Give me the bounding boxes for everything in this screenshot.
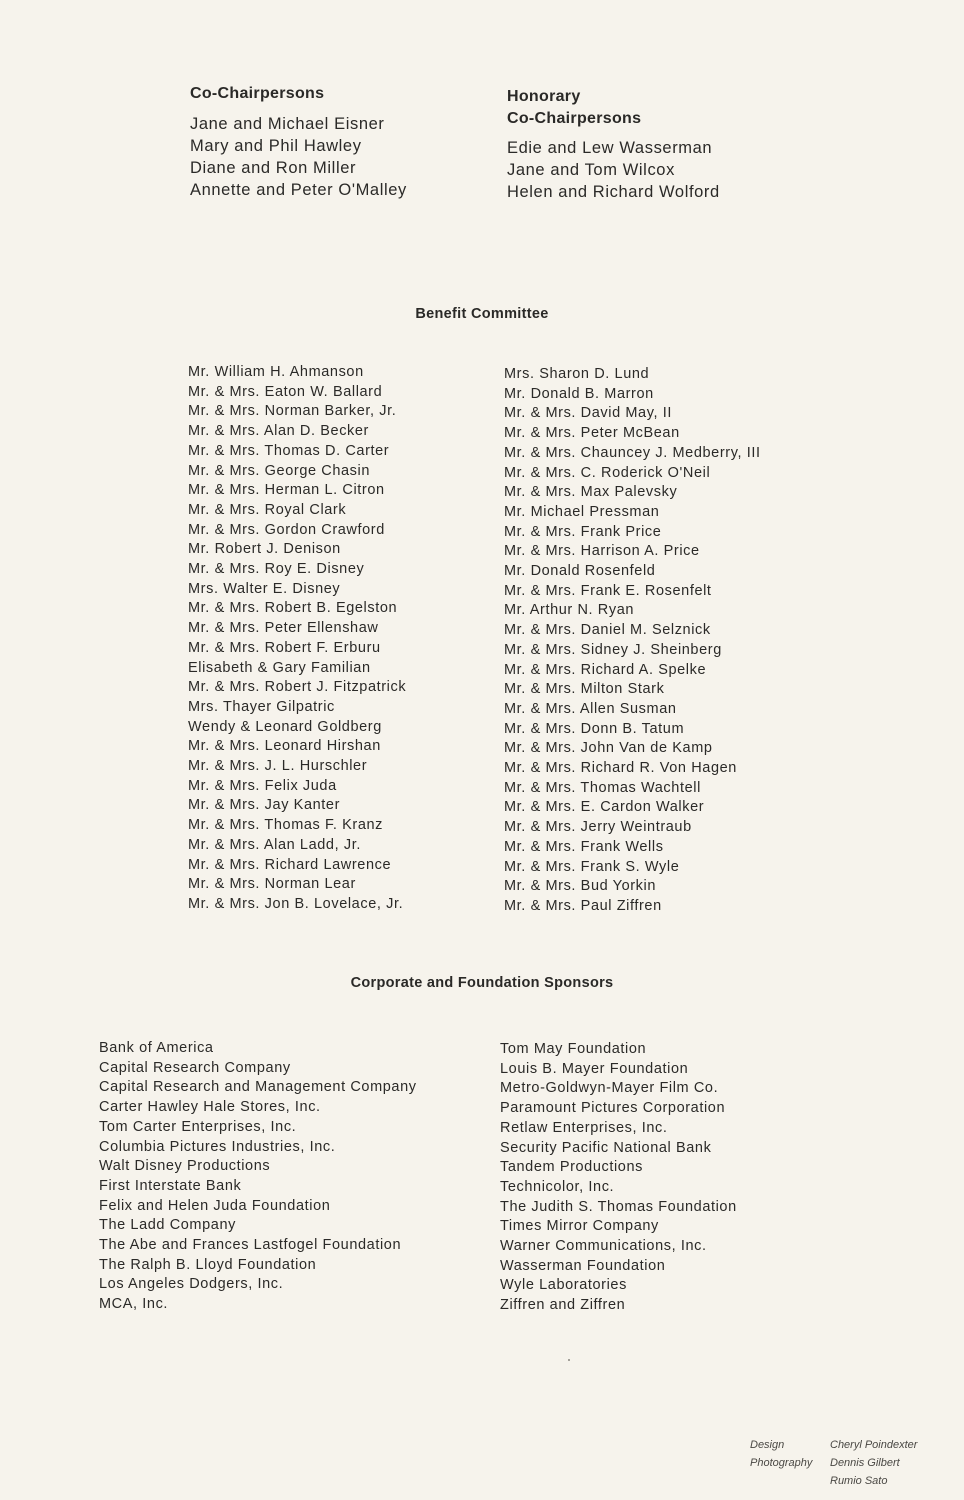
list-item: Mr. Donald B. Marron	[504, 385, 654, 402]
list-item: Wendy & Leonard Goldberg	[188, 718, 382, 735]
list-item: Mr. & Mrs. Frank S. Wyle	[504, 858, 680, 875]
list-item: Mr. & Mrs. Leonard Hirshan	[188, 738, 381, 755]
benefit-committee-right-column	[504, 365, 761, 917]
list-item: Ziffren and Ziffren	[500, 1297, 626, 1314]
honorary-heading-line2: Co-Chairpersons	[507, 110, 642, 127]
list-item: Mary and Phil Hawley	[190, 137, 362, 155]
list-item: First Interstate Bank	[99, 1177, 242, 1194]
list-item: Carter Hawley Hale Stores, Inc.	[99, 1099, 321, 1116]
list-item: Mr. & Mrs. Harrison A. Price	[504, 543, 700, 560]
list-item: Diane and Ron Miller	[190, 159, 357, 177]
list-item: Tom Carter Enterprises, Inc.	[99, 1118, 297, 1135]
sponsors-right-list	[500, 1040, 737, 1316]
photography-credit	[750, 1454, 917, 1472]
list-item: Los Angeles Dodgers, Inc.	[99, 1276, 284, 1293]
credits	[750, 1436, 917, 1490]
list-item: Edie and Lew Wasserman	[507, 139, 713, 157]
list-item: Mr. & Mrs. John Van de Kamp	[504, 740, 713, 757]
photography-name-1: Dennis Gilbert	[830, 1457, 900, 1469]
list-item: Mr. & Mrs. Sidney J. Sheinberg	[504, 641, 722, 658]
list-item: Mrs. Sharon D. Lund	[504, 366, 650, 382]
benefit-committee-left-list	[188, 363, 406, 915]
list-item: Mr. & Mrs. Thomas F. Kranz	[188, 817, 384, 834]
list-item: MCA, Inc.	[99, 1296, 169, 1313]
list-item: Mr. & Mrs. Milton Stark	[504, 681, 665, 698]
list-item: Mr. & Mrs. Jay Kanter	[188, 797, 340, 814]
list-item: Annette and Peter O'Malley	[190, 181, 407, 199]
list-item: Louis B. Mayer Foundation	[500, 1060, 689, 1077]
list-item: Elisabeth & Gary Familian	[188, 659, 371, 676]
list-item: Capital Research and Management Company	[99, 1079, 417, 1096]
list-item: Helen and Richard Wolford	[507, 183, 720, 201]
list-item: Retlaw Enterprises, Inc.	[500, 1119, 668, 1136]
list-item: Mr. & Mrs. E. Cardon Walker	[504, 799, 705, 816]
cochairs-section	[190, 83, 407, 201]
list-item: Mr. & Mrs. David May, II	[504, 405, 673, 422]
list-item: Mr. & Mrs. George Chasin	[188, 462, 371, 479]
list-item: Mrs. Walter E. Disney	[188, 580, 341, 597]
benefit-committee-title: Benefit Committee	[415, 306, 549, 322]
list-item: Jane and Michael Eisner	[190, 115, 385, 133]
sponsors-title: Corporate and Foundation Sponsors	[350, 975, 614, 991]
photography-label: Photography	[750, 1457, 813, 1469]
sponsors-right-column	[500, 1040, 737, 1316]
list-item: Felix and Helen Juda Foundation	[99, 1197, 331, 1214]
list-item: The Ladd Company	[99, 1217, 236, 1234]
list-item: Mr. Arthur N. Ryan	[504, 602, 635, 619]
list-item: Mr. & Mrs. Robert F. Erburu	[188, 639, 381, 656]
design-label: Design	[750, 1439, 785, 1451]
list-item: Mr. & Mrs. Richard R. Von Hagen	[504, 760, 737, 777]
list-item: Mr. & Mrs. Chauncey J. Medberry, III	[504, 444, 761, 461]
cochairs-heading: Co-Chairpersons	[190, 85, 325, 102]
list-item: Mr. & Mrs. Jerry Weintraub	[504, 819, 692, 836]
list-item: Wasserman Foundation	[500, 1257, 666, 1274]
list-item: Mr. & Mrs. Max Palevsky	[504, 484, 678, 501]
benefit-committee-left-column	[188, 363, 406, 915]
list-item: Capital Research Company	[99, 1059, 291, 1076]
list-item: Mr. & Mrs. Daniel M. Selznick	[504, 622, 711, 639]
list-item: Mr. Michael Pressman	[504, 503, 660, 520]
list-item: Mr. & Mrs. Frank Wells	[504, 838, 664, 855]
list-item: Mr. Donald Rosenfeld	[504, 563, 656, 580]
list-item: Mr. & Mrs. Alan D. Becker	[188, 423, 369, 440]
list-item: Security Pacific National Bank	[500, 1139, 712, 1156]
list-item: Mr. & Mrs. Roy E. Disney	[188, 561, 365, 578]
honorary-section	[507, 86, 720, 203]
list-item: Mr. & Mrs. Richard A. Spelke	[504, 661, 707, 678]
list-item: Mr. & Mrs. Allen Susman	[504, 700, 677, 717]
list-item: Mr. & Mrs. Herman L. Citron	[188, 482, 385, 499]
list-item: Mr. & Mrs. Norman Lear	[188, 876, 356, 893]
list-item: Mr. & Mrs. C. Roderick O'Neil	[504, 464, 711, 481]
list-item: Mr. & Mrs. Peter McBean	[504, 425, 680, 442]
benefit-committee-right-list	[504, 365, 761, 917]
design-credit	[750, 1436, 917, 1454]
list-item: Mr. William H. Ahmanson	[188, 364, 364, 380]
list-item: Mr. & Mrs. Robert J. Fitzpatrick	[188, 679, 407, 696]
list-item: Mr. & Mrs. Robert B. Egelston	[188, 600, 398, 617]
list-item: Mr. & Mrs. Thomas D. Carter	[188, 442, 390, 459]
list-item: Tom May Foundation	[500, 1041, 647, 1057]
list-item: Mr. & Mrs. Alan Ladd, Jr.	[188, 836, 361, 853]
list-item: Wyle Laboratories	[500, 1277, 627, 1294]
list-item: Metro-Goldwyn-Mayer Film Co.	[500, 1080, 719, 1097]
list-item: Warner Communications, Inc.	[500, 1238, 707, 1255]
sponsors-left-list	[99, 1039, 417, 1315]
list-item: Mrs. Thayer Gilpatric	[188, 698, 335, 715]
honorary-list	[507, 137, 720, 203]
list-item: Mr. & Mrs. Thomas Wachtell	[504, 779, 701, 796]
list-item: Technicolor, Inc.	[500, 1178, 615, 1195]
list-item: Bank of America	[99, 1040, 214, 1056]
list-item: Mr. & Mrs. Eaton W. Ballard	[188, 383, 383, 400]
list-item: Mr. & Mrs. Royal Clark	[188, 501, 347, 518]
list-item: Mr. & Mrs. Felix Juda	[188, 777, 337, 794]
list-item: Mr. & Mrs. Gordon Crawford	[188, 521, 385, 538]
list-item: Mr. & Mrs. Norman Barker, Jr.	[188, 403, 397, 420]
ink-speck	[568, 1359, 570, 1361]
list-item: Mr. Robert J. Denison	[188, 541, 341, 558]
list-item: Mr. & Mrs. Donn B. Tatum	[504, 720, 685, 737]
list-item: The Judith S. Thomas Foundation	[500, 1198, 737, 1215]
list-item: Columbia Pictures Industries, Inc.	[99, 1138, 336, 1155]
list-item: Mr. & Mrs. Frank Price	[504, 523, 662, 540]
photography-credit-continued	[750, 1472, 917, 1490]
list-item: Mr. & Mrs. Frank E. Rosenfelt	[504, 582, 712, 599]
design-name: Cheryl Poindexter	[830, 1439, 918, 1451]
list-item: Walt Disney Productions	[99, 1158, 271, 1175]
sponsors-left-column	[99, 1039, 417, 1315]
list-item: Paramount Pictures Corporation	[500, 1100, 726, 1117]
honorary-heading-line1: Honorary	[507, 88, 581, 105]
list-item: Tandem Productions	[500, 1159, 643, 1176]
list-item: Mr. & Mrs. Jon B. Lovelace, Jr.	[188, 895, 404, 912]
cochairs-list	[190, 113, 407, 201]
list-item: Mr. & Mrs. Peter Ellenshaw	[188, 620, 379, 637]
list-item: The Abe and Frances Lastfogel Foundation	[99, 1237, 402, 1254]
list-item: Mr. & Mrs. J. L. Hurschler	[188, 758, 368, 775]
photography-name-2: Rumio Sato	[830, 1475, 888, 1487]
list-item: Jane and Tom Wilcox	[507, 161, 675, 179]
list-item: Times Mirror Company	[500, 1218, 659, 1235]
list-item: The Ralph B. Lloyd Foundation	[99, 1256, 317, 1273]
list-item: Mr. & Mrs. Paul Ziffren	[504, 897, 662, 914]
list-item: Mr. & Mrs. Richard Lawrence	[188, 856, 392, 873]
list-item: Mr. & Mrs. Bud Yorkin	[504, 878, 657, 895]
